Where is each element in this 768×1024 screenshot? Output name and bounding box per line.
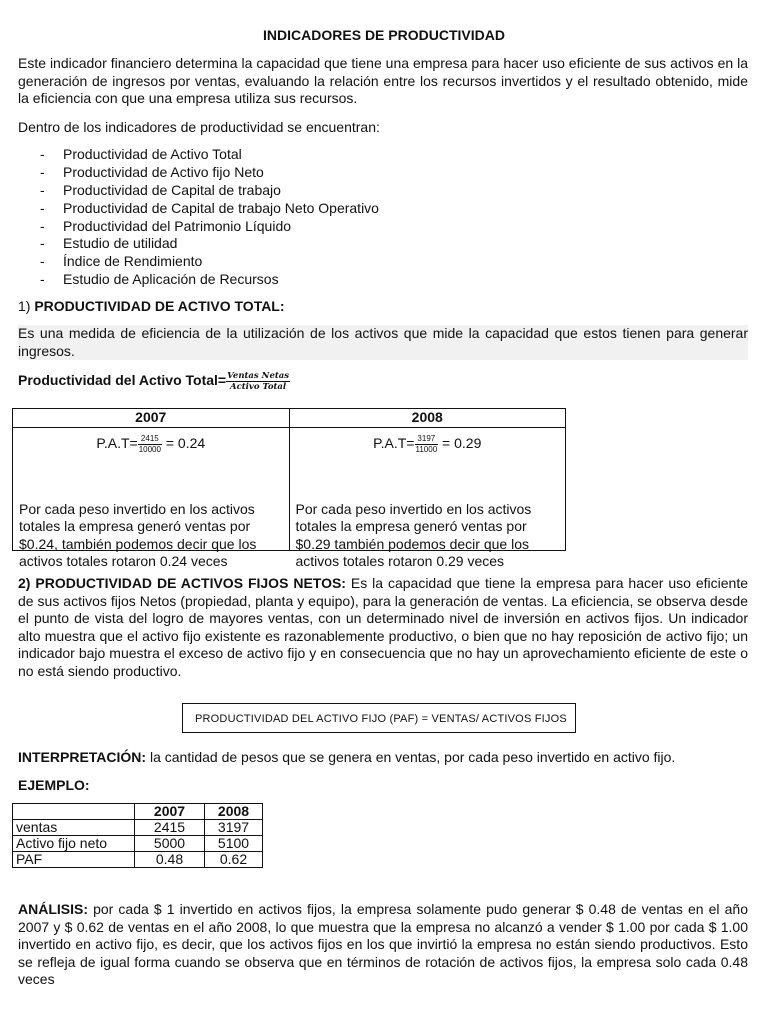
pat-table <box>12 408 566 569</box>
section1-heading: 1) PRODUCTIVIDAD DE ACTIVO TOTAL: <box>18 298 285 314</box>
list-item: - Productividad de Capital de trabajo <box>40 181 281 198</box>
table-row: 2007 2008 <box>13 804 263 820</box>
pat-calculation: P.A.T= $\frac{3197}{11000}$ = 0.29 <box>373 433 482 454</box>
pat-calculation: P.A.T= $\frac{2415}{10000}$ = 0.24 <box>96 433 206 454</box>
section2-paragraph: 2) PRODUCTIVIDAD DE ACTIVOS FIJOS NETOS: Es la capacidad que tiene la empresa para hacer uso eficiente de sus activos fijos Netos (propiedad, planta y equipo), para la generación de ventas. La eficiencia, se observa desde el punto de vista del logro de mayores ventas, con un determinado nivel de inversión en activos fijos. Un indicador alto muestra que el activo fijo existente es razonablemente productivo, o bien que no hay reposición de activo fijo; un indicador bajo muestra el exceso de activo fijo y en consecuencia que no hay un aprovechamiento eficiente de este o no está siendo productivo. <box>18 575 748 679</box>
analysis-paragraph: ANÁLISIS: por cada $ 1 invertido en activos fijos, la empresa solamente pudo generar $ 0.48 de ventas en el año 2007 y $ 0.62 de ventas en el año 2008, lo que muestra que la empresa no alcanzó a vender $ 1.00 por cada $ 1.00 invertido en activo fijo, es decir, que los activos fijos en los que invirtió la empresa no están siendo productivos. Esto se refleja de igual forma cuando se observa que en términos de rotación de activos fijos, la empresa solo cada 0.48 veces <box>18 901 748 987</box>
table-row: ventas 2415 3197 <box>13 820 263 836</box>
table-row: Activo fijo neto 5000 5100 <box>13 836 263 852</box>
year-header: 2008 <box>289 409 566 428</box>
table-row: PAF 0.48 0.62 <box>13 852 263 868</box>
list-item: - Estudio de Aplicación de Recursos <box>40 271 279 288</box>
section1-text: Es una medida de eficiencia de la utilización de los activos que mide la capacidad que estos tienen para generar ingresos. <box>18 325 748 359</box>
example-label: EJEMPLO: <box>18 777 90 793</box>
list-item: - Productividad del Patrimonio Líquido <box>40 217 292 234</box>
pat-fraction: $\frac{\text{Ventas Netas}}{\text{Activo Total}}$ <box>227 371 290 392</box>
list-item: - Productividad de Capital de trabajo Neto Operativo <box>40 199 379 216</box>
pat-cell-2007 <box>13 427 290 569</box>
intro-paragraph: Este indicador financiero determina la capacidad que tiene una empresa para hacer uso eficiente de sus activos en la generación de ingresos por ventas, evaluando la relación entre los recursos invertidos y el resultado obtenido, mide la eficiencia con que una empresa utiliza sus recursos. <box>18 55 748 106</box>
paf-table <box>12 803 263 868</box>
indicator-list <box>40 146 540 289</box>
year-header: 2007 <box>13 409 290 428</box>
list-intro: Dentro de los indicadores de productividad se encuentran: <box>18 119 380 135</box>
paf-formula-box: PRODUCTIVIDAD DEL ACTIVO FIJO (PAF) = VENTAS/ ACTIVOS FIJOS <box>182 703 576 733</box>
list-item: - Productividad de Activo Total <box>40 146 242 162</box>
list-item: - Estudio de utilidad <box>40 235 178 252</box>
pat-note: Por cada peso invertido en los activos totales la empresa generó ventas por $0.29 también podemos decir que los activos totales rotaron 0.29 veces <box>295 500 532 569</box>
pat-formula: Productividad del Activo Total= $\frac{\text{Ventas Netas}}{\text{Activo Total}}$ <box>18 371 290 392</box>
document-title: INDICADORES DE PRODUCTIVIDAD <box>263 27 505 43</box>
list-item: - Productividad de Activo fijo Neto <box>40 163 264 180</box>
pat-cell-2008 <box>289 427 566 569</box>
interpretation: INTERPRETACIÓN: la cantidad de pesos que se genera en ventas, por cada peso invertido en activo fijo. <box>18 749 676 765</box>
pat-note: Por cada peso invertido en los activos totales la empresa generó ventas por $0.24, también podemos decir que los activos totales rotaron 0.24 veces <box>19 500 257 569</box>
list-item: - Índice de Rendimiento <box>40 253 203 270</box>
